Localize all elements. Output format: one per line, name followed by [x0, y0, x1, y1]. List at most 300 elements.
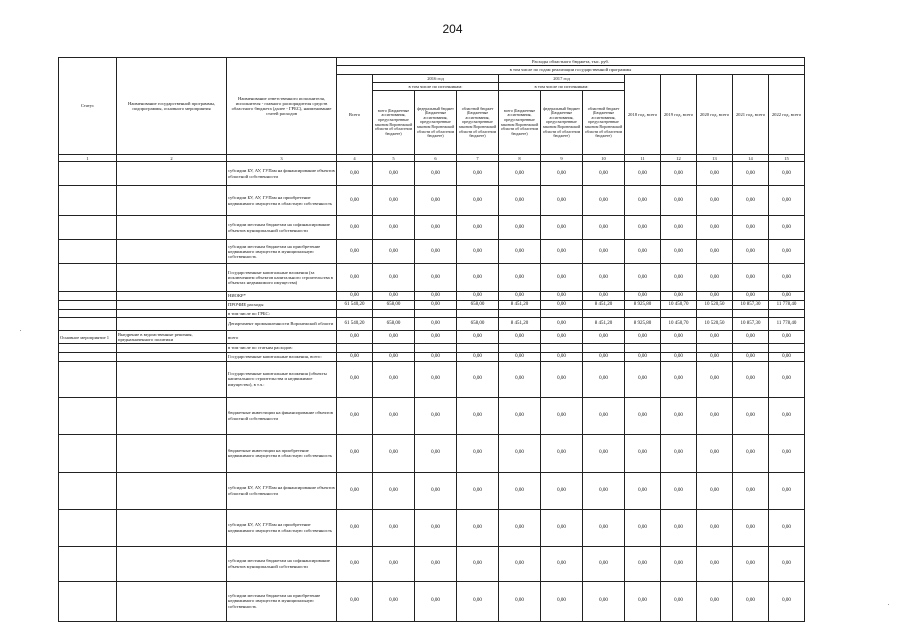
- row-value: 0,00: [415, 264, 457, 292]
- row-value: 0,00: [373, 264, 415, 292]
- row-value: 0,00: [457, 509, 499, 546]
- row-value: [733, 309, 769, 317]
- row-value: 0,00: [415, 292, 457, 301]
- row-value: 0,00: [769, 330, 805, 344]
- row-value: 0,00: [769, 509, 805, 546]
- row-value: 0,00: [373, 397, 415, 434]
- row-expense-name: Государственные капитальные вложения (объекты капитального строительства и недвижимое имущество), в т.ч.:: [227, 361, 337, 397]
- row-value: 0,00: [661, 292, 697, 301]
- row-value: 0,00: [661, 162, 697, 186]
- row-value: 11 778,40: [769, 300, 805, 309]
- row-value: 0,00: [337, 292, 373, 301]
- budget-table-sheet: [58, 57, 805, 622]
- row-value: 0,00: [697, 546, 733, 581]
- row-status: [59, 309, 117, 317]
- row-value: 0,00: [697, 216, 733, 240]
- row-value: 658,00: [373, 317, 415, 330]
- row-value: 0,00: [499, 361, 541, 397]
- row-value: 0,00: [373, 292, 415, 301]
- column-number: 12: [661, 155, 697, 162]
- header-name: Наименование ответственного исполнителя, исполнителя - главного распорядителя средств областного бюджета (далее - ГРБС), наименование статей расходов: [227, 58, 337, 155]
- row-value: 0,00: [373, 361, 415, 397]
- row-value: 0,00: [415, 330, 457, 344]
- row-expense-name: всего: [227, 330, 337, 344]
- row-value: 0,00: [769, 216, 805, 240]
- row-value: 10 520,50: [697, 317, 733, 330]
- row-value: 0,00: [499, 472, 541, 509]
- row-value: 0,00: [499, 162, 541, 186]
- row-value: 0,00: [415, 434, 457, 472]
- row-value: [583, 344, 625, 352]
- row-value: 0,00: [457, 546, 499, 581]
- row-value: 0,00: [625, 546, 661, 581]
- row-value: [499, 344, 541, 352]
- row-value: 0,00: [499, 264, 541, 292]
- header-2018: 2018 год, всего: [625, 74, 661, 155]
- row-value: 0,00: [583, 162, 625, 186]
- row-value: 0,00: [661, 434, 697, 472]
- row-value: 0,00: [337, 330, 373, 344]
- row-value: 0,00: [733, 264, 769, 292]
- row-program: [117, 546, 227, 581]
- row-value: 0,00: [541, 186, 583, 216]
- row-value: 0,00: [337, 361, 373, 397]
- table-row: [59, 264, 805, 292]
- budget-table: [58, 57, 805, 622]
- scan-speck: [888, 604, 889, 605]
- row-expense-name: бюджетные инвестиции на финансирование объектов областной собственности: [227, 397, 337, 434]
- row-value: 61 540,20: [337, 300, 373, 309]
- table-row: [59, 352, 805, 361]
- row-program: [117, 509, 227, 546]
- row-value: 0,00: [337, 434, 373, 472]
- row-value: 0,00: [583, 472, 625, 509]
- row-value: 0,00: [541, 162, 583, 186]
- row-value: 0,00: [415, 240, 457, 264]
- row-value: 0,00: [769, 352, 805, 361]
- row-value: 0,00: [583, 546, 625, 581]
- row-value: 0,00: [415, 546, 457, 581]
- row-program: [117, 397, 227, 434]
- row-value: 0,00: [337, 509, 373, 546]
- table-row: [59, 330, 805, 344]
- row-value: 0,00: [373, 472, 415, 509]
- row-program: [117, 472, 227, 509]
- row-value: 0,00: [373, 216, 415, 240]
- row-value: 0,00: [697, 581, 733, 621]
- row-value: 0,00: [415, 581, 457, 621]
- row-value: 0,00: [499, 581, 541, 621]
- row-value: 0,00: [541, 300, 583, 309]
- row-value: 0,00: [769, 162, 805, 186]
- row-value: 0,00: [337, 264, 373, 292]
- row-value: 0,00: [697, 397, 733, 434]
- row-value: [373, 309, 415, 317]
- row-value: 658,00: [373, 300, 415, 309]
- row-value: 0,00: [499, 546, 541, 581]
- row-status: [59, 361, 117, 397]
- page-number: 204: [442, 22, 463, 36]
- row-status: [59, 216, 117, 240]
- row-status: [59, 300, 117, 309]
- row-value: 0,00: [457, 581, 499, 621]
- row-program: Внедрение в ведомственные решения, предназначенного политики: [117, 330, 227, 344]
- row-value: 0,00: [457, 397, 499, 434]
- column-number: 3: [227, 155, 337, 162]
- row-expense-name: Департамент промышленности Воронежской области: [227, 317, 337, 330]
- row-value: 0,00: [733, 361, 769, 397]
- row-value: 0,00: [769, 240, 805, 264]
- header-sources-2016: в том числе по источникам:: [373, 82, 499, 90]
- row-value: 0,00: [541, 581, 583, 621]
- row-value: 0,00: [733, 330, 769, 344]
- row-value: 0,00: [373, 162, 415, 186]
- row-value: 0,00: [625, 330, 661, 344]
- row-value: 0,00: [373, 434, 415, 472]
- row-value: 0,00: [625, 162, 661, 186]
- row-value: 0,00: [583, 434, 625, 472]
- row-program: [117, 317, 227, 330]
- row-value: 0,00: [583, 186, 625, 216]
- row-value: 0,00: [625, 361, 661, 397]
- header-src-2016-total: всего (Бюджетные ассигнования, предусмотренные законом Воронежской области об областном бюджете): [373, 91, 415, 155]
- row-program: [117, 300, 227, 309]
- row-value: 0,00: [661, 361, 697, 397]
- row-value: 8 451,20: [499, 317, 541, 330]
- row-program: [117, 434, 227, 472]
- row-value: 0,00: [733, 546, 769, 581]
- row-value: [373, 344, 415, 352]
- row-value: 8 451,20: [583, 317, 625, 330]
- row-value: 0,00: [697, 292, 733, 301]
- row-value: 0,00: [541, 352, 583, 361]
- row-value: 0,00: [337, 397, 373, 434]
- row-value: 0,00: [457, 240, 499, 264]
- row-expense-name: в том числе по ГРБС:: [227, 309, 337, 317]
- row-value: [733, 344, 769, 352]
- row-value: 0,00: [457, 216, 499, 240]
- row-value: 0,00: [733, 186, 769, 216]
- row-value: 0,00: [769, 264, 805, 292]
- row-value: 0,00: [733, 292, 769, 301]
- row-value: 0,00: [457, 361, 499, 397]
- row-value: 0,00: [415, 317, 457, 330]
- header-src-2017-fed: федеральный бюджет (Бюджетные ассигнования, предусмотренные законом Воронежской области об областном бюджете): [541, 91, 583, 155]
- row-value: 0,00: [733, 509, 769, 546]
- row-value: 0,00: [697, 240, 733, 264]
- row-value: [769, 344, 805, 352]
- header-status: Статус: [59, 58, 117, 155]
- row-value: 0,00: [661, 352, 697, 361]
- row-program: [117, 309, 227, 317]
- row-value: [697, 344, 733, 352]
- row-expense-name: субсидии местным бюджетам на приобретение недвижимого имущества в муниципальную собственность: [227, 240, 337, 264]
- row-value: 0,00: [769, 581, 805, 621]
- row-value: 0,00: [661, 581, 697, 621]
- row-value: 0,00: [337, 216, 373, 240]
- row-value: 61 540,20: [337, 317, 373, 330]
- row-value: 0,00: [373, 509, 415, 546]
- row-value: 0,00: [541, 240, 583, 264]
- row-value: 0,00: [457, 186, 499, 216]
- row-value: 10 450,70: [661, 300, 697, 309]
- row-value: 0,00: [769, 292, 805, 301]
- column-number: 8: [499, 155, 541, 162]
- row-value: 0,00: [583, 216, 625, 240]
- row-status: [59, 509, 117, 546]
- row-value: 0,00: [661, 216, 697, 240]
- row-program: [117, 344, 227, 352]
- column-number: 5: [373, 155, 415, 162]
- row-value: 0,00: [583, 292, 625, 301]
- row-value: 0,00: [697, 186, 733, 216]
- row-value: 0,00: [625, 352, 661, 361]
- row-program: [117, 361, 227, 397]
- row-value: [457, 309, 499, 317]
- row-value: 0,00: [541, 397, 583, 434]
- row-value: 0,00: [769, 361, 805, 397]
- row-value: 0,00: [415, 186, 457, 216]
- row-value: 0,00: [625, 264, 661, 292]
- table-row: [59, 292, 805, 301]
- row-expense-name: субсидии местным бюджетам на приобретение недвижимого имущества в муниципальную собственность: [227, 581, 337, 621]
- row-value: [625, 309, 661, 317]
- row-value: 0,00: [583, 240, 625, 264]
- header-year-2016: 2016 год: [373, 74, 499, 82]
- row-value: 0,00: [697, 162, 733, 186]
- row-value: 0,00: [499, 434, 541, 472]
- header-program: Наименование государственной программы, подпрограммы, основного мероприятия: [117, 58, 227, 155]
- column-number: 9: [541, 155, 583, 162]
- row-value: 0,00: [583, 581, 625, 621]
- row-value: [337, 344, 373, 352]
- row-value: 0,00: [457, 292, 499, 301]
- row-value: 0,00: [373, 330, 415, 344]
- row-value: [541, 344, 583, 352]
- column-number: 6: [415, 155, 457, 162]
- row-value: 0,00: [583, 352, 625, 361]
- column-number: 11: [625, 155, 661, 162]
- row-value: 0,00: [697, 434, 733, 472]
- row-value: 0,00: [625, 581, 661, 621]
- row-value: 0,00: [769, 186, 805, 216]
- row-value: [415, 309, 457, 317]
- row-value: 0,00: [457, 472, 499, 509]
- row-value: 0,00: [625, 216, 661, 240]
- row-expense-name: бюджетные инвестиции на приобретение недвижимого имущества в областную собственность: [227, 434, 337, 472]
- row-value: 0,00: [499, 352, 541, 361]
- row-value: 0,00: [415, 397, 457, 434]
- row-value: 0,00: [661, 546, 697, 581]
- row-status: [59, 344, 117, 352]
- row-value: 658,00: [457, 300, 499, 309]
- row-status: Основное мероприятие 1: [59, 330, 117, 344]
- row-expense-name: Государственные капитальные вложения (за исключением объектов капитального строительства в объектах недвижимого имущества): [227, 264, 337, 292]
- row-value: 0,00: [583, 361, 625, 397]
- row-value: 0,00: [661, 472, 697, 509]
- table-row: [59, 216, 805, 240]
- row-status: [59, 581, 117, 621]
- row-value: 10 857,30: [733, 317, 769, 330]
- row-value: 0,00: [661, 186, 697, 216]
- table-row: [59, 509, 805, 546]
- row-program: [117, 581, 227, 621]
- row-value: 0,00: [661, 330, 697, 344]
- row-expense-name: субсидии БУ, АУ, ГУПам на финансирование объектов областной собственности: [227, 162, 337, 186]
- row-value: 0,00: [415, 300, 457, 309]
- row-value: 0,00: [697, 509, 733, 546]
- row-value: 0,00: [457, 330, 499, 344]
- row-value: 0,00: [541, 546, 583, 581]
- row-value: 0,00: [625, 292, 661, 301]
- column-number: 10: [583, 155, 625, 162]
- row-value: 0,00: [415, 509, 457, 546]
- row-value: 8 451,20: [583, 300, 625, 309]
- header-2021: 2021 год, всего: [733, 74, 769, 155]
- row-value: 0,00: [625, 509, 661, 546]
- header-src-2017-reg: областной бюджет (Бюджетные ассигнования, предусмотренные законом Воронежской области об областном бюджете): [583, 91, 625, 155]
- row-value: [625, 344, 661, 352]
- row-value: 10 450,70: [661, 317, 697, 330]
- row-value: 0,00: [541, 509, 583, 546]
- row-value: 0,00: [373, 546, 415, 581]
- table-row: [59, 434, 805, 472]
- header-src-2017-total: всего (Бюджетные ассигнования, предусмотренные законом Воронежской области об областном бюджете): [499, 91, 541, 155]
- row-value: 0,00: [625, 186, 661, 216]
- row-expense-name: субсидии БУ, АУ, ГУПам на приобретение недвижимого имущества в областную собственность: [227, 509, 337, 546]
- row-status: [59, 264, 117, 292]
- table-row: [59, 472, 805, 509]
- column-number: 2: [117, 155, 227, 162]
- row-value: [499, 309, 541, 317]
- row-value: 0,00: [697, 352, 733, 361]
- row-value: 0,00: [541, 361, 583, 397]
- row-status: [59, 546, 117, 581]
- row-value: [541, 309, 583, 317]
- row-program: [117, 186, 227, 216]
- row-value: 0,00: [733, 240, 769, 264]
- row-program: [117, 352, 227, 361]
- row-program: [117, 162, 227, 186]
- row-value: 0,00: [415, 216, 457, 240]
- row-value: 0,00: [583, 509, 625, 546]
- column-number: 7: [457, 155, 499, 162]
- row-value: 0,00: [337, 472, 373, 509]
- row-value: 0,00: [661, 264, 697, 292]
- row-expense-name: субсидии БУ, АУ, ГУПам на приобретение недвижимого имущества в областную собственность: [227, 186, 337, 216]
- row-value: 0,00: [625, 472, 661, 509]
- row-status: [59, 186, 117, 216]
- row-expense-name: субсидии местным бюджетам на софинансирование объектов муниципальной собственности: [227, 546, 337, 581]
- row-value: [661, 344, 697, 352]
- row-value: 10 857,30: [733, 300, 769, 309]
- row-value: 10 520,50: [697, 300, 733, 309]
- header-src-2016-reg: областной бюджет (Бюджетные ассигнования, предусмотренные законом Воронежской области об областном бюджете): [457, 91, 499, 155]
- table-row: [59, 344, 805, 352]
- row-value: 0,00: [457, 434, 499, 472]
- row-value: 0,00: [733, 581, 769, 621]
- row-program: [117, 240, 227, 264]
- header-main: Расходы областного бюджета, тыс. руб.: [337, 58, 805, 66]
- row-value: 0,00: [769, 546, 805, 581]
- row-value: 0,00: [499, 216, 541, 240]
- row-value: 0,00: [697, 361, 733, 397]
- row-value: 0,00: [337, 581, 373, 621]
- row-value: 0,00: [733, 216, 769, 240]
- row-value: 0,00: [583, 264, 625, 292]
- column-number: 4: [337, 155, 373, 162]
- row-value: 658,00: [457, 317, 499, 330]
- row-value: 0,00: [733, 434, 769, 472]
- row-status: [59, 397, 117, 434]
- row-value: 0,00: [541, 216, 583, 240]
- row-value: 0,00: [457, 352, 499, 361]
- row-value: 0,00: [541, 472, 583, 509]
- row-value: 0,00: [733, 162, 769, 186]
- table-row: [59, 317, 805, 330]
- row-value: 0,00: [661, 240, 697, 264]
- row-value: 0,00: [499, 292, 541, 301]
- row-value: 8 925,80: [625, 317, 661, 330]
- row-value: 0,00: [541, 330, 583, 344]
- row-status: [59, 240, 117, 264]
- row-value: 0,00: [625, 240, 661, 264]
- row-expense-name: субсидии местным бюджетам на софинансирование объектов муниципальной собственности: [227, 216, 337, 240]
- row-program: [117, 292, 227, 301]
- row-value: 0,00: [541, 264, 583, 292]
- row-value: 0,00: [733, 397, 769, 434]
- row-value: 0,00: [415, 361, 457, 397]
- row-value: 0,00: [373, 186, 415, 216]
- row-value: 0,00: [457, 264, 499, 292]
- row-value: 0,00: [373, 240, 415, 264]
- column-number: 1: [59, 155, 117, 162]
- row-value: 0,00: [541, 292, 583, 301]
- column-number: 15: [769, 155, 805, 162]
- row-value: 11 778,40: [769, 317, 805, 330]
- row-status: [59, 162, 117, 186]
- row-value: 0,00: [733, 352, 769, 361]
- header-total: Всего: [337, 74, 373, 155]
- row-expense-name: НИОКР*: [227, 292, 337, 301]
- row-value: [337, 309, 373, 317]
- row-value: 8 925,80: [625, 300, 661, 309]
- table-row: [59, 361, 805, 397]
- row-value: 8 451,20: [499, 300, 541, 309]
- row-value: 0,00: [499, 330, 541, 344]
- row-value: 0,00: [499, 186, 541, 216]
- row-value: 0,00: [499, 397, 541, 434]
- row-value: 0,00: [499, 240, 541, 264]
- row-value: 0,00: [337, 186, 373, 216]
- row-value: [457, 344, 499, 352]
- row-expense-name: ПРОЧИЕ расходы: [227, 300, 337, 309]
- row-program: [117, 216, 227, 240]
- table-row: [59, 186, 805, 216]
- row-value: 0,00: [337, 162, 373, 186]
- table-row: [59, 546, 805, 581]
- row-value: 0,00: [541, 317, 583, 330]
- row-value: 0,00: [697, 472, 733, 509]
- table-row: [59, 581, 805, 621]
- row-value: 0,00: [733, 472, 769, 509]
- header-2022: 2022 год, всего: [769, 74, 805, 155]
- row-value: 0,00: [457, 162, 499, 186]
- row-status: [59, 317, 117, 330]
- row-value: 0,00: [373, 581, 415, 621]
- row-value: 0,00: [661, 397, 697, 434]
- row-value: 0,00: [583, 330, 625, 344]
